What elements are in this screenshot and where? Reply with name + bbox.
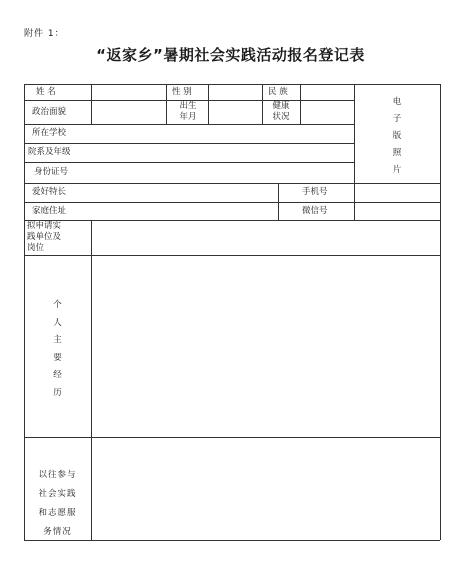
gender-label: 性 别 xyxy=(172,87,192,97)
political-status-field[interactable] xyxy=(93,102,164,122)
phone-field[interactable] xyxy=(356,185,438,200)
birth-date-label: 出生 年月 xyxy=(179,101,197,122)
birth-date-field[interactable] xyxy=(210,102,260,122)
wechat-field[interactable] xyxy=(356,204,438,218)
position-label: 拟申请实 践单位及 岗位 xyxy=(27,221,62,253)
photo-placeholder[interactable]: 电 子 版 照 片 xyxy=(392,97,402,175)
health-status-label: 健康 状况 xyxy=(272,101,290,122)
id-number-field[interactable] xyxy=(93,164,352,181)
health-status-field[interactable] xyxy=(302,102,352,122)
service-history-field[interactable] xyxy=(93,439,438,538)
id-number-label: 身份证号 xyxy=(34,167,69,177)
experience-label: 个 人 主 要 经 历 xyxy=(53,300,62,398)
ethnicity-label: 民 族 xyxy=(268,87,288,97)
experience-field[interactable] xyxy=(93,257,438,435)
form-title: “返家乡”暑期社会实践活动报名登记表 xyxy=(96,46,365,64)
attachment-label: 附件 1： xyxy=(24,29,65,39)
department-field[interactable] xyxy=(93,145,352,160)
position-field[interactable] xyxy=(93,222,438,253)
gender-field[interactable] xyxy=(210,86,260,99)
school-label: 所在学校 xyxy=(32,128,67,138)
wechat-label: 微信号 xyxy=(302,206,328,216)
service-history-label: 以往参与 社会实践 和志愿服 务情况 xyxy=(38,470,77,537)
political-status-label: 政治面貌 xyxy=(32,107,67,117)
address-field[interactable] xyxy=(93,204,276,218)
school-field[interactable] xyxy=(93,126,352,141)
address-label: 家庭住址 xyxy=(32,206,67,216)
hobby-label: 爱好特长 xyxy=(32,187,67,197)
phone-label: 手机号 xyxy=(302,187,328,197)
name-field[interactable] xyxy=(93,86,164,99)
ethnicity-field[interactable] xyxy=(302,86,352,99)
hobby-field[interactable] xyxy=(93,185,276,200)
name-label: 姓 名 xyxy=(36,87,56,97)
department-label: 院系及年级 xyxy=(28,147,71,157)
